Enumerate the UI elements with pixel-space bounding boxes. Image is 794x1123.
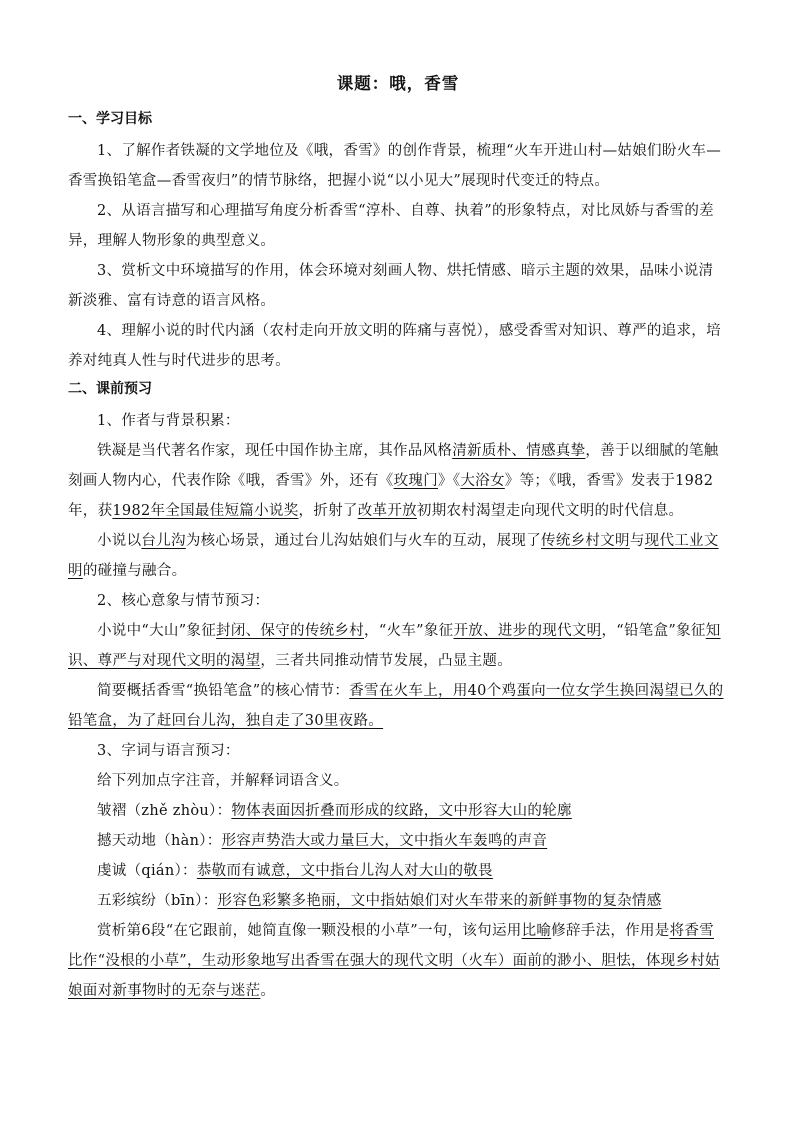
text-run: 》《	[438, 473, 461, 489]
document-page	[68, 70, 728, 1006]
subsection-author-background: 1、作者与背景积累：	[97, 413, 240, 429]
vocab-item	[68, 886, 728, 916]
text-run: 初期农村渴望走向现代文明的时代信息。	[416, 503, 684, 519]
answer-underlined: 大浴女	[460, 473, 505, 489]
answer-underlined: 封闭、保守的传统乡村	[216, 623, 365, 639]
text-run: 小说中“大山”象征	[97, 623, 217, 639]
text-run: ，折射了	[298, 503, 358, 519]
answer-underlined: 现代工业文明	[68, 533, 719, 579]
text-run: ，“火车”象征	[364, 623, 454, 639]
vocab-item	[68, 826, 728, 856]
sentence-analysis-paragraph	[68, 916, 728, 1006]
section-heading-learning-goals: 一、学习目标	[68, 111, 152, 127]
text-run: 》等；《哦，香雪》发表于1982年，获	[68, 473, 714, 519]
vocabulary-instruction: 给下列加点字注音，并解释词语含义。	[97, 773, 349, 789]
subsection-vocabulary: 3、字词与语言预习：	[97, 743, 240, 759]
vocab-word: 撼天动地（hàn）：	[97, 833, 222, 849]
answer-underlined: 比喻	[521, 923, 552, 939]
goal-item-1: 1、了解作者铁凝的文学地位及《哦，香雪》的创作背景，梳理“火车开进山村—姑娘们盼火车—香雪换铅笔盒—香雪夜归”的情节脉络，把握小说“以小见大”展现时代变迁的特点。	[68, 143, 722, 189]
answer-underlined: 开放、进步的现代文明	[453, 623, 602, 639]
answer-underlined: 清新质朴、情感真挚	[452, 443, 586, 459]
text-run: 小说以	[97, 533, 142, 549]
vocab-word: 虔诚（qián）：	[97, 863, 197, 879]
text-run: ，善于以细腻的笔触刻画人物内心，代表作除《哦，香雪》外，还有《	[68, 443, 719, 489]
vocab-meaning: 形容色彩繁多艳丽，文中指姑娘们对火车带来的新鲜事物的复杂情感	[217, 893, 662, 909]
answer-underlined: 玫瑰门	[393, 473, 439, 489]
text-run: 与	[629, 533, 645, 549]
section-heading-preview: 二、课前预习	[68, 381, 152, 397]
answer-underlined: 知识、尊严与对现代文明的渴望	[68, 623, 721, 669]
text-run: 为核心场景，通过台儿沟姑娘们与火车的互动，展现了	[185, 533, 542, 549]
answer-underlined: 改革开放	[357, 503, 417, 519]
subsection-imagery-plot: 2、核心意象与情节预习：	[97, 593, 270, 609]
text-run: 铁凝是当代著名作家，现任中国作协主席，其作品风格	[97, 443, 453, 459]
imagery-paragraph	[68, 616, 728, 676]
vocab-item	[68, 796, 728, 826]
answer-underlined: 1982年全国最佳短篇小说奖	[112, 503, 299, 519]
answer-underlined: 传统乡村文明	[541, 533, 630, 549]
author-paragraph	[68, 436, 728, 526]
text-run: 修辞手法，作用是	[551, 923, 670, 939]
answer-underlined: 台儿沟	[141, 533, 186, 549]
text-run: 赏析第6段“在它跟前，她简直像一颗没根的小草”一句，该句运用	[97, 923, 522, 939]
setting-paragraph	[68, 526, 728, 586]
goal-item-3: 3、赏析文中环境描写的作用，体会环境对刻画人物、烘托情感、暗示主题的效果，品味小说清新淡雅、富有诗意的语言风格。	[68, 263, 714, 309]
answer-underlined: 香雪在火车上，用40个鸡蛋向一位女学生换回渴望已久的铅笔盒，为了赶回台儿沟，独自走了30里夜路。	[68, 683, 724, 729]
answer-underlined: 将香雪比作“没根的小草”，生动形象地写出香雪在强大的现代文明（火车）面前的渺小、胆怯，体现乡村姑娘面对新事物时的无奈与迷茫	[68, 923, 720, 999]
document-title: 课题：哦，香雪	[336, 74, 460, 93]
goal-item-4: 4、理解小说的时代内涵（农村走向开放文明的阵痛与喜悦），感受香雪对知识、尊严的追求，培养对纯真人性与时代进步的思考。	[68, 323, 721, 369]
text-run: 的碰撞与融合。	[82, 563, 187, 579]
text-run: ，三者共同推动情节发展，凸显主题。	[260, 653, 513, 669]
vocab-meaning: 形容声势浩大或力量巨大，文中指火车轰鸣的声音	[221, 833, 548, 849]
vocab-item	[68, 856, 728, 886]
plot-paragraph	[68, 676, 728, 736]
text-run: ，“铅笔盒”象征	[601, 623, 706, 639]
text-run: 。	[260, 983, 276, 999]
vocab-meaning: 物体表面因折叠而形成的纹路，文中形容大山的轮廓	[231, 803, 572, 819]
text-run: 简要概括香雪“换铅笔盒”的核心情节：	[97, 683, 350, 699]
vocab-word: 皱褶（zhě zhòu）：	[97, 803, 232, 819]
goal-item-2: 2、从语言描写和心理描写角度分析香雪“淳朴、自尊、执着”的形象特点，对比凤娇与香雪的差异，理解人物形象的典型意义。	[68, 203, 714, 249]
vocab-meaning: 恭敬而有诚意，文中指台儿沟人对大山的敬畏	[196, 863, 493, 879]
vocab-word: 五彩缤纷（bīn）：	[97, 893, 218, 909]
